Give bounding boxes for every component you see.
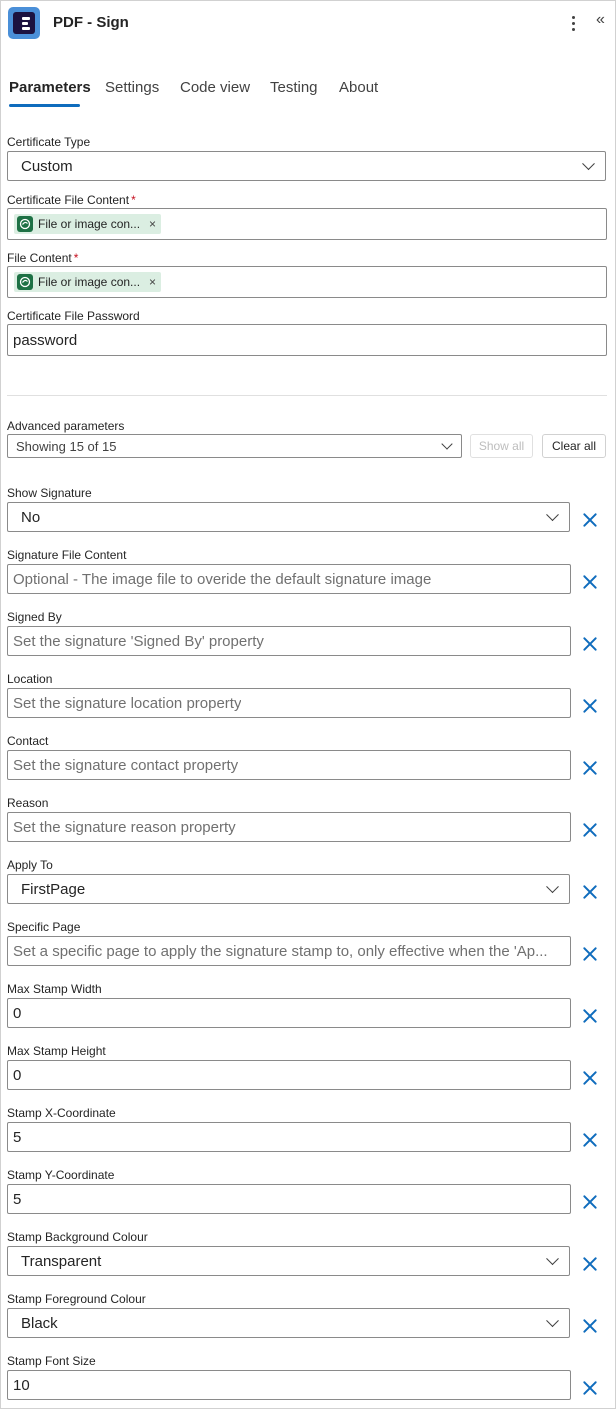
file-content-label: File Content *: [7, 251, 79, 265]
remove-max-stamp-width-icon[interactable]: [582, 1008, 598, 1024]
certificate-file-content-label: Certificate File Content *: [7, 193, 136, 207]
max-stamp-width-label: Max Stamp Width: [7, 982, 102, 996]
advanced-parameters-summary: Showing 15 of 15: [16, 438, 117, 454]
stamp-font-size-input[interactable]: [7, 1370, 571, 1400]
tab-parameters[interactable]: Parameters: [9, 79, 91, 96]
input-placeholder: Set a specific page to apply the signature stamp to, only effective when the 'Ap...: [13, 942, 548, 960]
page-title: PDF - Sign: [53, 14, 129, 31]
remove-stamp-background-colour-icon[interactable]: [582, 1256, 598, 1272]
dynamic-content-token[interactable]: [14, 214, 161, 234]
active-tab-indicator: [9, 104, 80, 107]
input-placeholder: Set the signature reason property: [13, 818, 236, 836]
remove-token-icon[interactable]: ×: [149, 275, 157, 289]
apply-to-value: FirstPage: [21, 880, 86, 898]
input-placeholder: Set the signature 'Signed By' property: [13, 632, 264, 650]
stamp-background-colour-label: Stamp Background Colour: [7, 1230, 148, 1244]
dataverse-icon: [17, 216, 33, 232]
remove-signed-by-icon[interactable]: [582, 636, 598, 652]
stamp-y-coordinate-label: Stamp Y-Coordinate: [7, 1168, 115, 1182]
remove-contact-icon[interactable]: [582, 760, 598, 776]
input-value: 5: [13, 1190, 22, 1208]
show-signature-value: No: [21, 508, 41, 526]
tab-testing[interactable]: Testing: [270, 79, 318, 96]
remove-stamp-font-size-icon[interactable]: [582, 1380, 598, 1396]
chevron-down-icon: [546, 880, 559, 893]
remove-token-icon[interactable]: ×: [149, 217, 157, 231]
remove-specific-page-icon[interactable]: [582, 946, 598, 962]
signed-by-label: Signed By: [7, 610, 62, 624]
certificate-file-password-label: Certificate File Password: [7, 309, 140, 323]
tab-about[interactable]: About: [339, 79, 379, 96]
chevron-down-icon: [546, 508, 559, 521]
show-all-button[interactable]: Show all: [470, 434, 533, 458]
show-signature-label: Show Signature: [7, 486, 92, 500]
max-stamp-height-input[interactable]: [7, 1060, 571, 1090]
input-value: 0: [13, 1004, 22, 1022]
max-stamp-width-input[interactable]: [7, 998, 571, 1028]
specific-page-input[interactable]: [7, 936, 571, 966]
location-label: Location: [7, 672, 53, 686]
stamp-foreground-colour-value: Black: [21, 1314, 58, 1332]
clear-all-button[interactable]: Clear all: [542, 434, 606, 458]
chevron-down-icon: [582, 157, 595, 170]
certificate-type-value: Custom: [21, 157, 73, 175]
input-placeholder: Set the signature contact property: [13, 756, 239, 774]
remove-signature-file-content-icon[interactable]: [582, 574, 598, 590]
input-placeholder: Optional - The image file to overide the default signature image: [13, 570, 432, 588]
signed-by-input[interactable]: [7, 626, 571, 656]
input-value: 10: [13, 1376, 30, 1394]
dataverse-icon: [17, 274, 33, 290]
stamp-background-colour-value: Transparent: [21, 1252, 102, 1270]
certificate-file-content-field[interactable]: [7, 208, 607, 240]
signature-file-content-input[interactable]: [7, 564, 571, 594]
stamp-foreground-colour-select[interactable]: [7, 1308, 570, 1338]
max-stamp-height-label: Max Stamp Height: [7, 1044, 106, 1058]
chevron-down-icon: [441, 438, 452, 449]
show-signature-select[interactable]: [7, 502, 570, 532]
remove-stamp-x-coordinate-icon[interactable]: [582, 1132, 598, 1148]
apply-to-label: Apply To: [7, 858, 53, 872]
connector-logo-icon: [8, 7, 40, 39]
location-input[interactable]: [7, 688, 571, 718]
remove-apply-to-icon[interactable]: [582, 884, 598, 900]
chevron-down-icon: [546, 1314, 559, 1327]
token-label: File or image con...: [38, 217, 141, 231]
file-content-field[interactable]: [7, 266, 607, 298]
certificate-file-password-value: password: [13, 331, 78, 349]
input-placeholder: Set the signature location property: [13, 694, 242, 712]
tab-settings[interactable]: Settings: [105, 79, 160, 96]
advanced-parameters-label: Advanced parameters: [7, 419, 125, 433]
more-options-icon[interactable]: [566, 13, 580, 33]
collapse-panel-icon[interactable]: «: [596, 11, 605, 28]
stamp-font-size-label: Stamp Font Size: [7, 1354, 96, 1368]
token-label: File or image con...: [38, 275, 141, 289]
reason-label: Reason: [7, 796, 49, 810]
stamp-y-coordinate-input[interactable]: [7, 1184, 571, 1214]
remove-max-stamp-height-icon[interactable]: [582, 1070, 598, 1086]
required-marker: *: [73, 251, 79, 265]
advanced-parameters-select[interactable]: [7, 434, 462, 458]
remove-show-signature-icon[interactable]: [582, 512, 598, 528]
specific-page-label: Specific Page: [7, 920, 81, 934]
certificate-type-select[interactable]: [7, 151, 606, 181]
remove-stamp-y-coordinate-icon[interactable]: [582, 1194, 598, 1210]
stamp-foreground-colour-label: Stamp Foreground Colour: [7, 1292, 146, 1306]
remove-stamp-foreground-colour-icon[interactable]: [582, 1318, 598, 1334]
stamp-x-coordinate-input[interactable]: [7, 1122, 571, 1152]
remove-location-icon[interactable]: [582, 698, 598, 714]
remove-reason-icon[interactable]: [582, 822, 598, 838]
chevron-down-icon: [546, 1252, 559, 1265]
reason-input[interactable]: [7, 812, 571, 842]
required-marker: *: [131, 193, 136, 207]
signature-file-content-label: Signature File Content: [7, 548, 127, 562]
input-value: 5: [13, 1128, 22, 1146]
contact-label: Contact: [7, 734, 49, 748]
apply-to-select[interactable]: [7, 874, 570, 904]
certificate-type-label: Certificate Type: [7, 135, 91, 149]
stamp-x-coordinate-label: Stamp X-Coordinate: [7, 1106, 116, 1120]
stamp-background-colour-select[interactable]: [7, 1246, 570, 1276]
tab-code-view[interactable]: Code view: [180, 79, 251, 96]
certificate-file-password-input[interactable]: [7, 324, 607, 356]
dynamic-content-token[interactable]: [14, 272, 161, 292]
input-value: 0: [13, 1066, 22, 1084]
section-divider: [7, 395, 607, 396]
contact-input[interactable]: [7, 750, 571, 780]
